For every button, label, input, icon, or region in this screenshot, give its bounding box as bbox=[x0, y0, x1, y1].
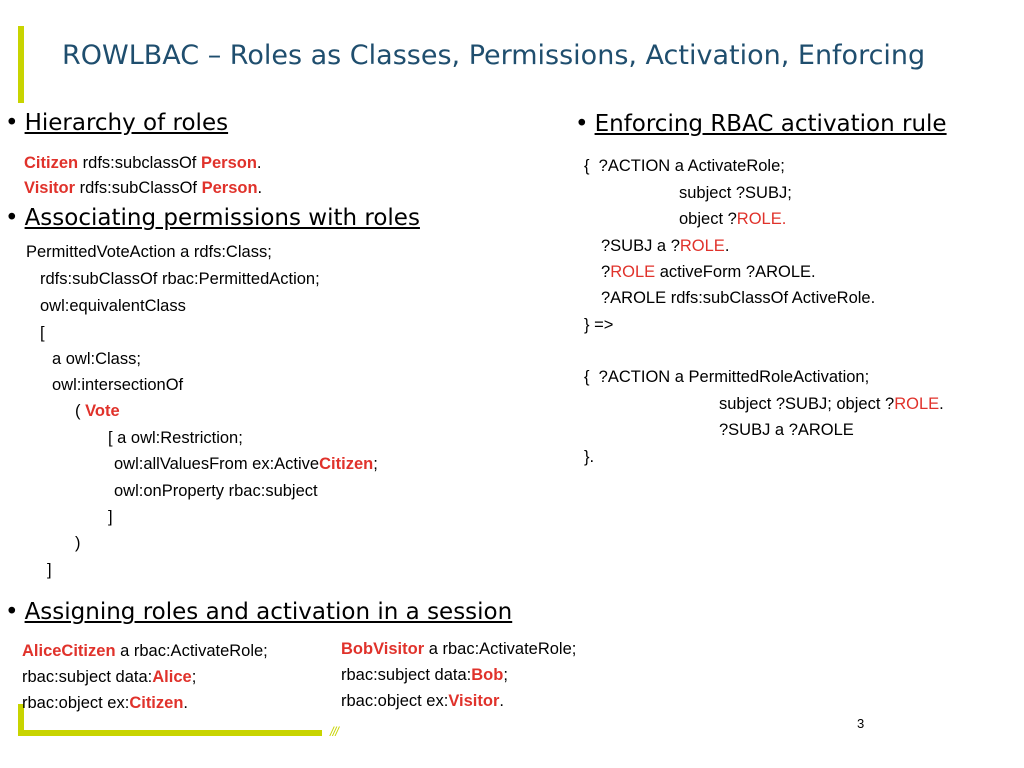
heading-permissions: • Associating permissions with roles bbox=[5, 205, 420, 231]
bullet: • bbox=[5, 599, 19, 625]
perm-line-2: rdfs:subClassOf rbac:PermittedAction; bbox=[40, 270, 320, 288]
enforce-line-6: ?AROLE rdfs:subClassOf ActiveRole. bbox=[601, 289, 876, 307]
perm-line-8: [ a owl:Restriction; bbox=[108, 429, 243, 447]
perm-line-5: a owl:Class; bbox=[52, 350, 141, 368]
enforce-line-5: ?ROLE activeForm ?AROLE. bbox=[601, 263, 816, 281]
page-number: 3 bbox=[857, 716, 865, 731]
left-accent-bar bbox=[18, 26, 24, 103]
heading-enforcing: • Enforcing RBAC activation rule bbox=[575, 111, 947, 137]
bob-line-3: rbac:object ex:Visitor. bbox=[341, 692, 504, 710]
perm-line-4: [ bbox=[40, 324, 45, 342]
perm-line-6: owl:intersectionOf bbox=[52, 376, 184, 394]
slide-title: ROWLBAC – Roles as Classes, Permissions, Activation, Enforcing bbox=[62, 40, 926, 71]
enforce-line-4: ?SUBJ a ?ROLE. bbox=[601, 237, 730, 255]
bottom-accent-bar-horizontal bbox=[18, 730, 322, 736]
enforce-line-7: } => bbox=[584, 316, 614, 334]
perm-line-7: ( Vote bbox=[75, 402, 120, 420]
alice-line-3: rbac:object ex:Citizen. bbox=[22, 694, 188, 712]
perm-line-9: owl:allValuesFrom ex:ActiveCitizen; bbox=[114, 455, 378, 473]
enforce-line-1: { ?ACTION a ActivateRole; bbox=[584, 157, 785, 175]
perm-line-1: PermittedVoteAction a rdfs:Class; bbox=[26, 243, 272, 261]
perm-line-11: ] bbox=[108, 508, 113, 526]
enforce-line-8: { ?ACTION a PermittedRoleActivation; bbox=[584, 368, 870, 386]
hierarchy-line-2: Visitor rdfs:subClassOf Person. bbox=[24, 179, 263, 197]
heading-assigning: • Assigning roles and activation in a session bbox=[5, 599, 513, 625]
bullet: • bbox=[5, 205, 19, 231]
bob-line-2: rbac:subject data:Bob; bbox=[341, 666, 508, 684]
hierarchy-line-1: Citizen rdfs:subclassOf Person. bbox=[24, 154, 262, 172]
perm-line-3: owl:equivalentClass bbox=[40, 297, 186, 315]
alice-line-1: AliceCitizen a rbac:ActivateRole; bbox=[22, 642, 268, 660]
enforce-line-2: subject ?SUBJ; bbox=[679, 184, 792, 202]
heading-hierarchy: • Hierarchy of roles bbox=[5, 110, 229, 136]
bullet: • bbox=[5, 110, 19, 136]
decorative-slashes: /// bbox=[330, 724, 338, 739]
perm-line-12: ) bbox=[75, 534, 81, 552]
perm-line-10: owl:onProperty rbac:subject bbox=[114, 482, 318, 500]
alice-line-2: rbac:subject data:Alice; bbox=[22, 668, 197, 686]
perm-line-13: ] bbox=[47, 561, 52, 579]
bullet: • bbox=[575, 111, 589, 137]
enforce-line-11: }. bbox=[584, 448, 595, 466]
bob-line-1: BobVisitor a rbac:ActivateRole; bbox=[341, 640, 577, 658]
enforce-line-9: subject ?SUBJ; object ?ROLE. bbox=[719, 395, 944, 413]
enforce-line-10: ?SUBJ a ?AROLE bbox=[719, 421, 854, 439]
enforce-line-3: object ?ROLE. bbox=[679, 210, 787, 228]
